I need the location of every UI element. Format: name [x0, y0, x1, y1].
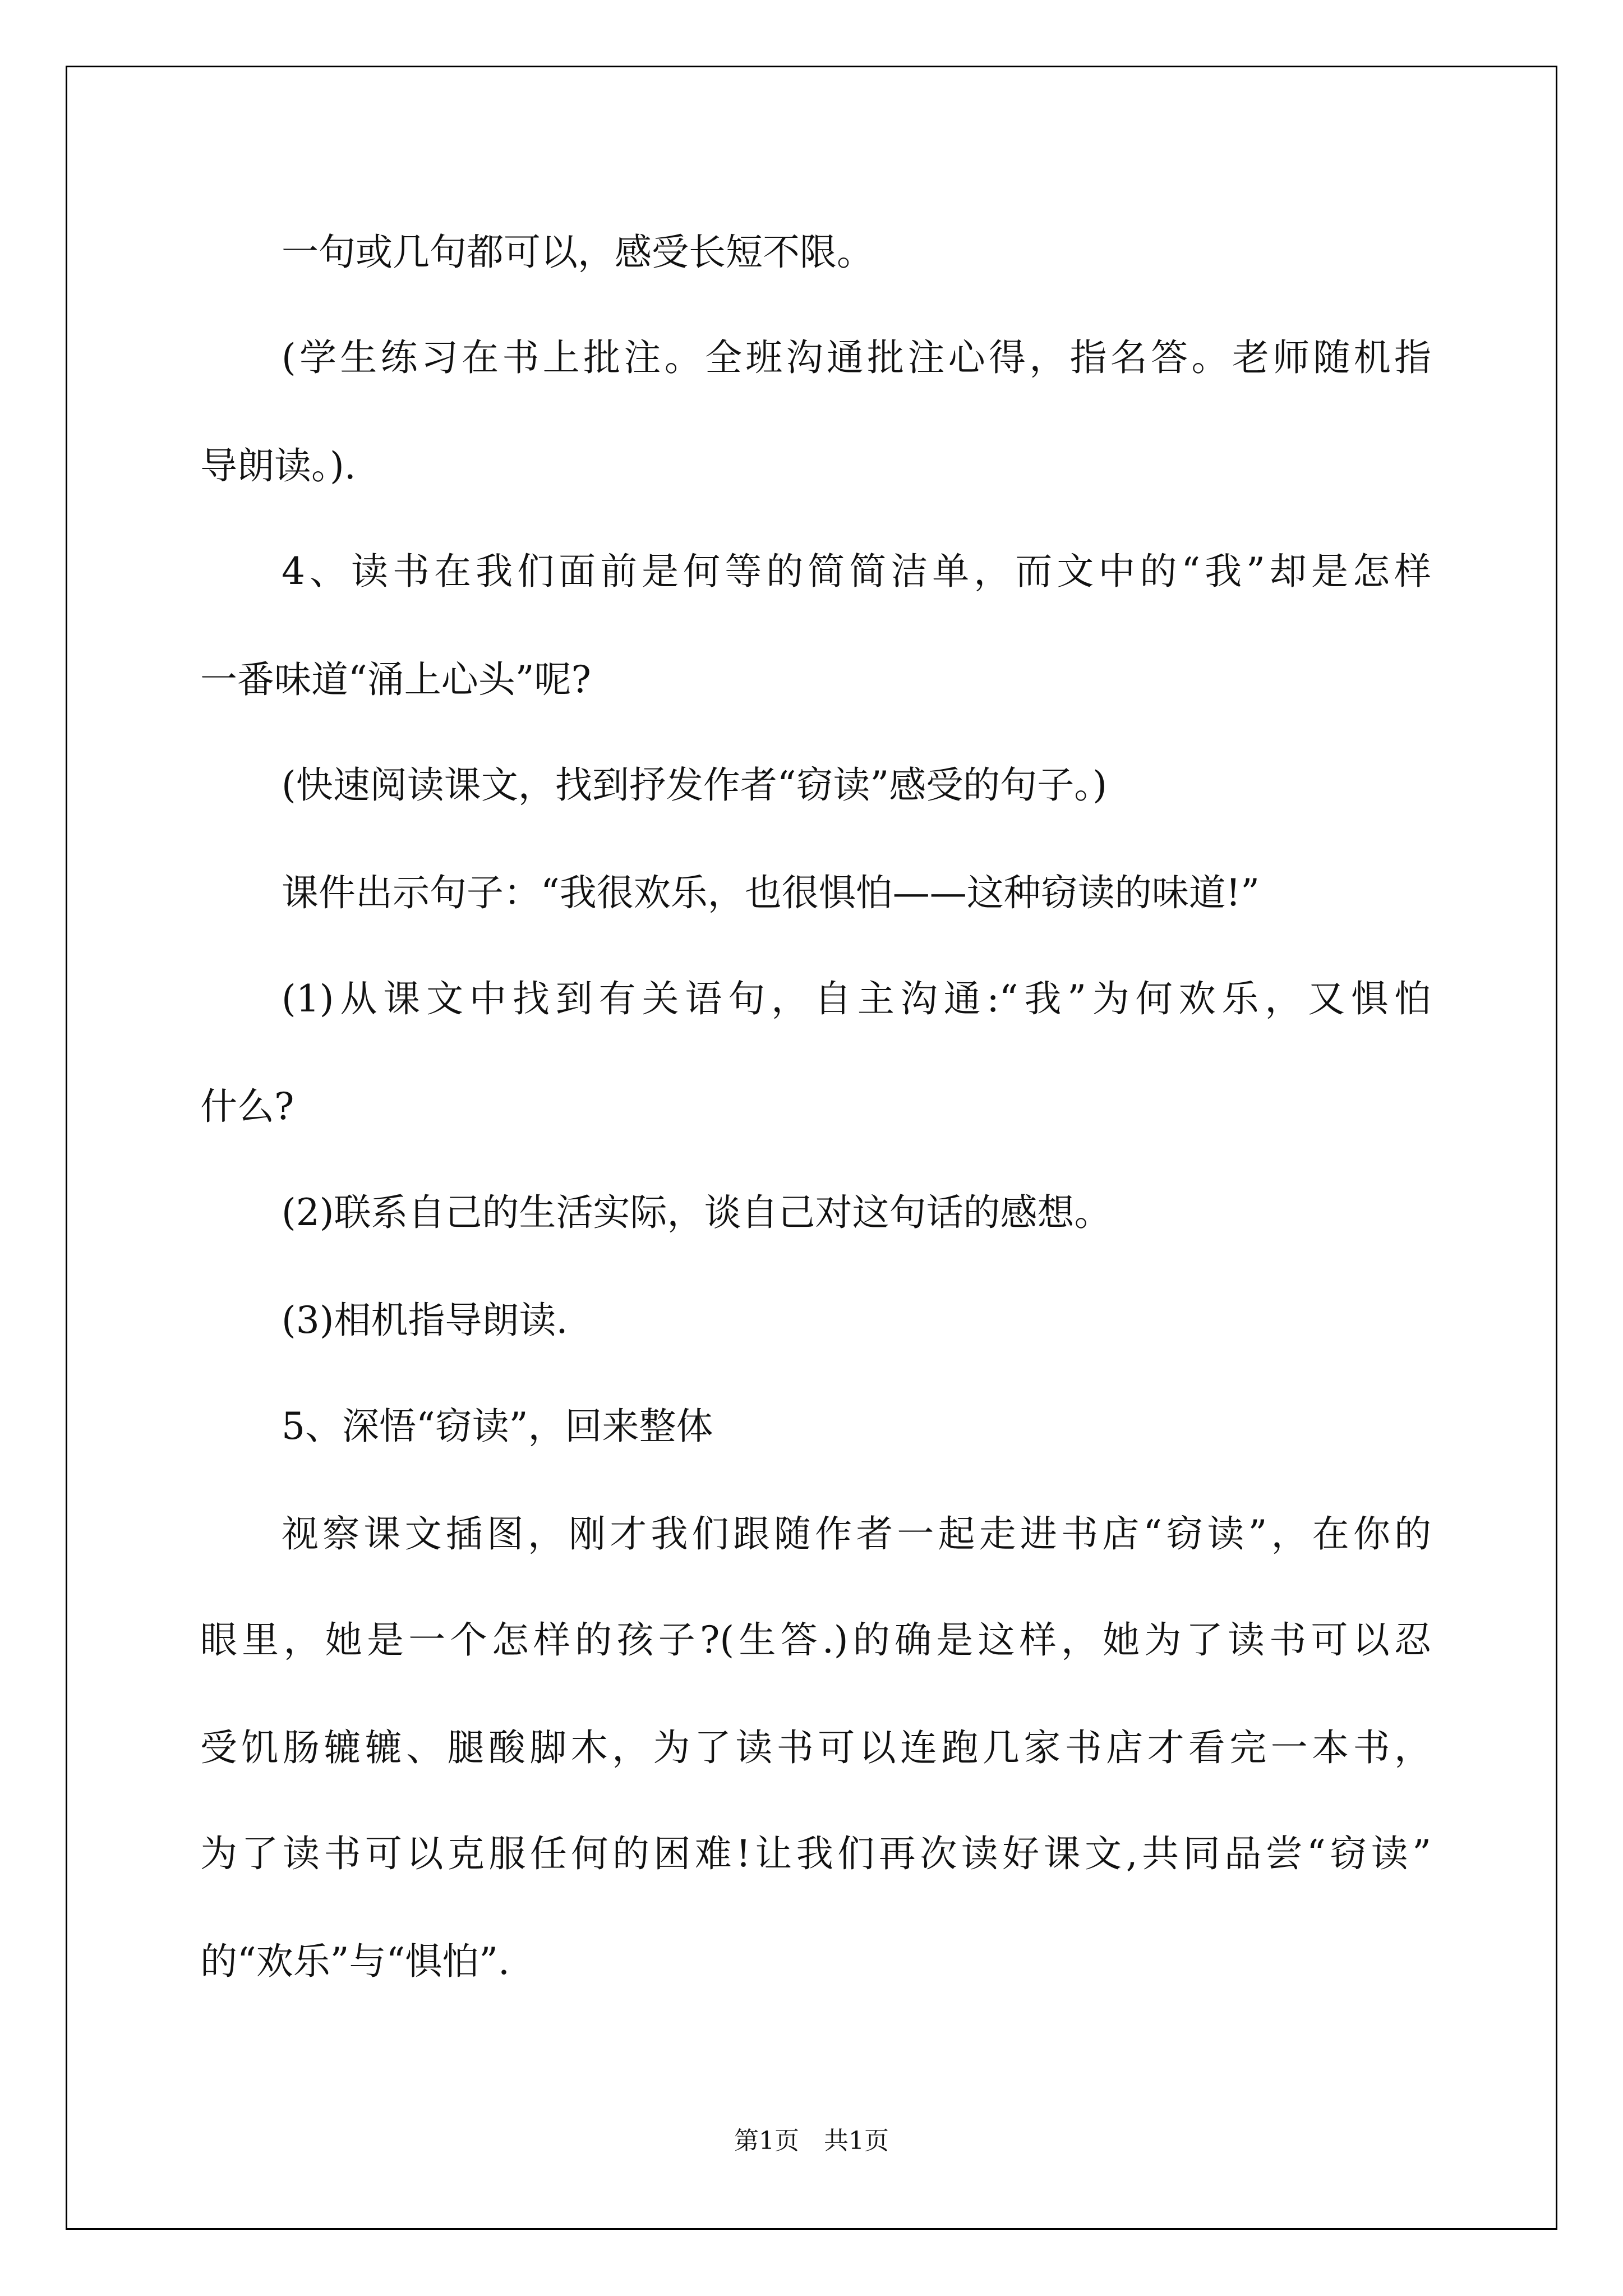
- text-line: 视察课文插图，刚才我们跟随作者一起走进书店“窃读”，在你的: [282, 1512, 1431, 1556]
- text-line: 4、读书在我们面前是何等的简简洁单，而文中的“我”却是怎样: [282, 550, 1431, 593]
- text-line: 什么?: [200, 1085, 294, 1128]
- text-line: (2)联系自己的生活实际，谈自己对这句话的感想。: [282, 1191, 1112, 1234]
- text-line: 一句或几句都可以，感受长短不限。: [282, 231, 874, 274]
- text-line: 眼里，她是一个怎样的孩子?(生答.)的确是这样，她为了读书可以忍: [200, 1618, 1431, 1662]
- text-line: 课件出示句子：“我很欢乐，也很惧怕——这种窃读的味道!”: [282, 871, 1260, 914]
- text-line: (快速阅读课文，找到抒发作者“窃读”感受的句子。): [282, 763, 1107, 807]
- text-line: (1)从课文中找到有关语句，自主沟通:“我”为何欢乐，又惧怕: [282, 977, 1431, 1020]
- page-number-footer: 第1页 共1页: [734, 2127, 889, 2155]
- text-line: (学生练习在书上批注。全班沟通批注心得，指名答。老师随机指: [282, 336, 1431, 379]
- text-line: 受饥肠辘辘、腿酸脚木，为了读书可以连跑几家书店才看完一本书，: [200, 1726, 1431, 1769]
- text-line: 为了读书可以克服任何的困难!让我们再次读好课文,共同品尝“窃读”: [200, 1832, 1431, 1875]
- page-border: [66, 66, 1557, 2230]
- text-line: 5、深悟“窃读”，回来整体: [282, 1405, 713, 1448]
- text-line: 的“欢乐”与“惧怕”.: [200, 1940, 510, 1983]
- text-line: 导朗读。).: [200, 444, 356, 487]
- text-line: 一番味道“涌上心头”呢?: [200, 658, 591, 701]
- text-line: (3)相机指导朗读.: [282, 1299, 568, 1342]
